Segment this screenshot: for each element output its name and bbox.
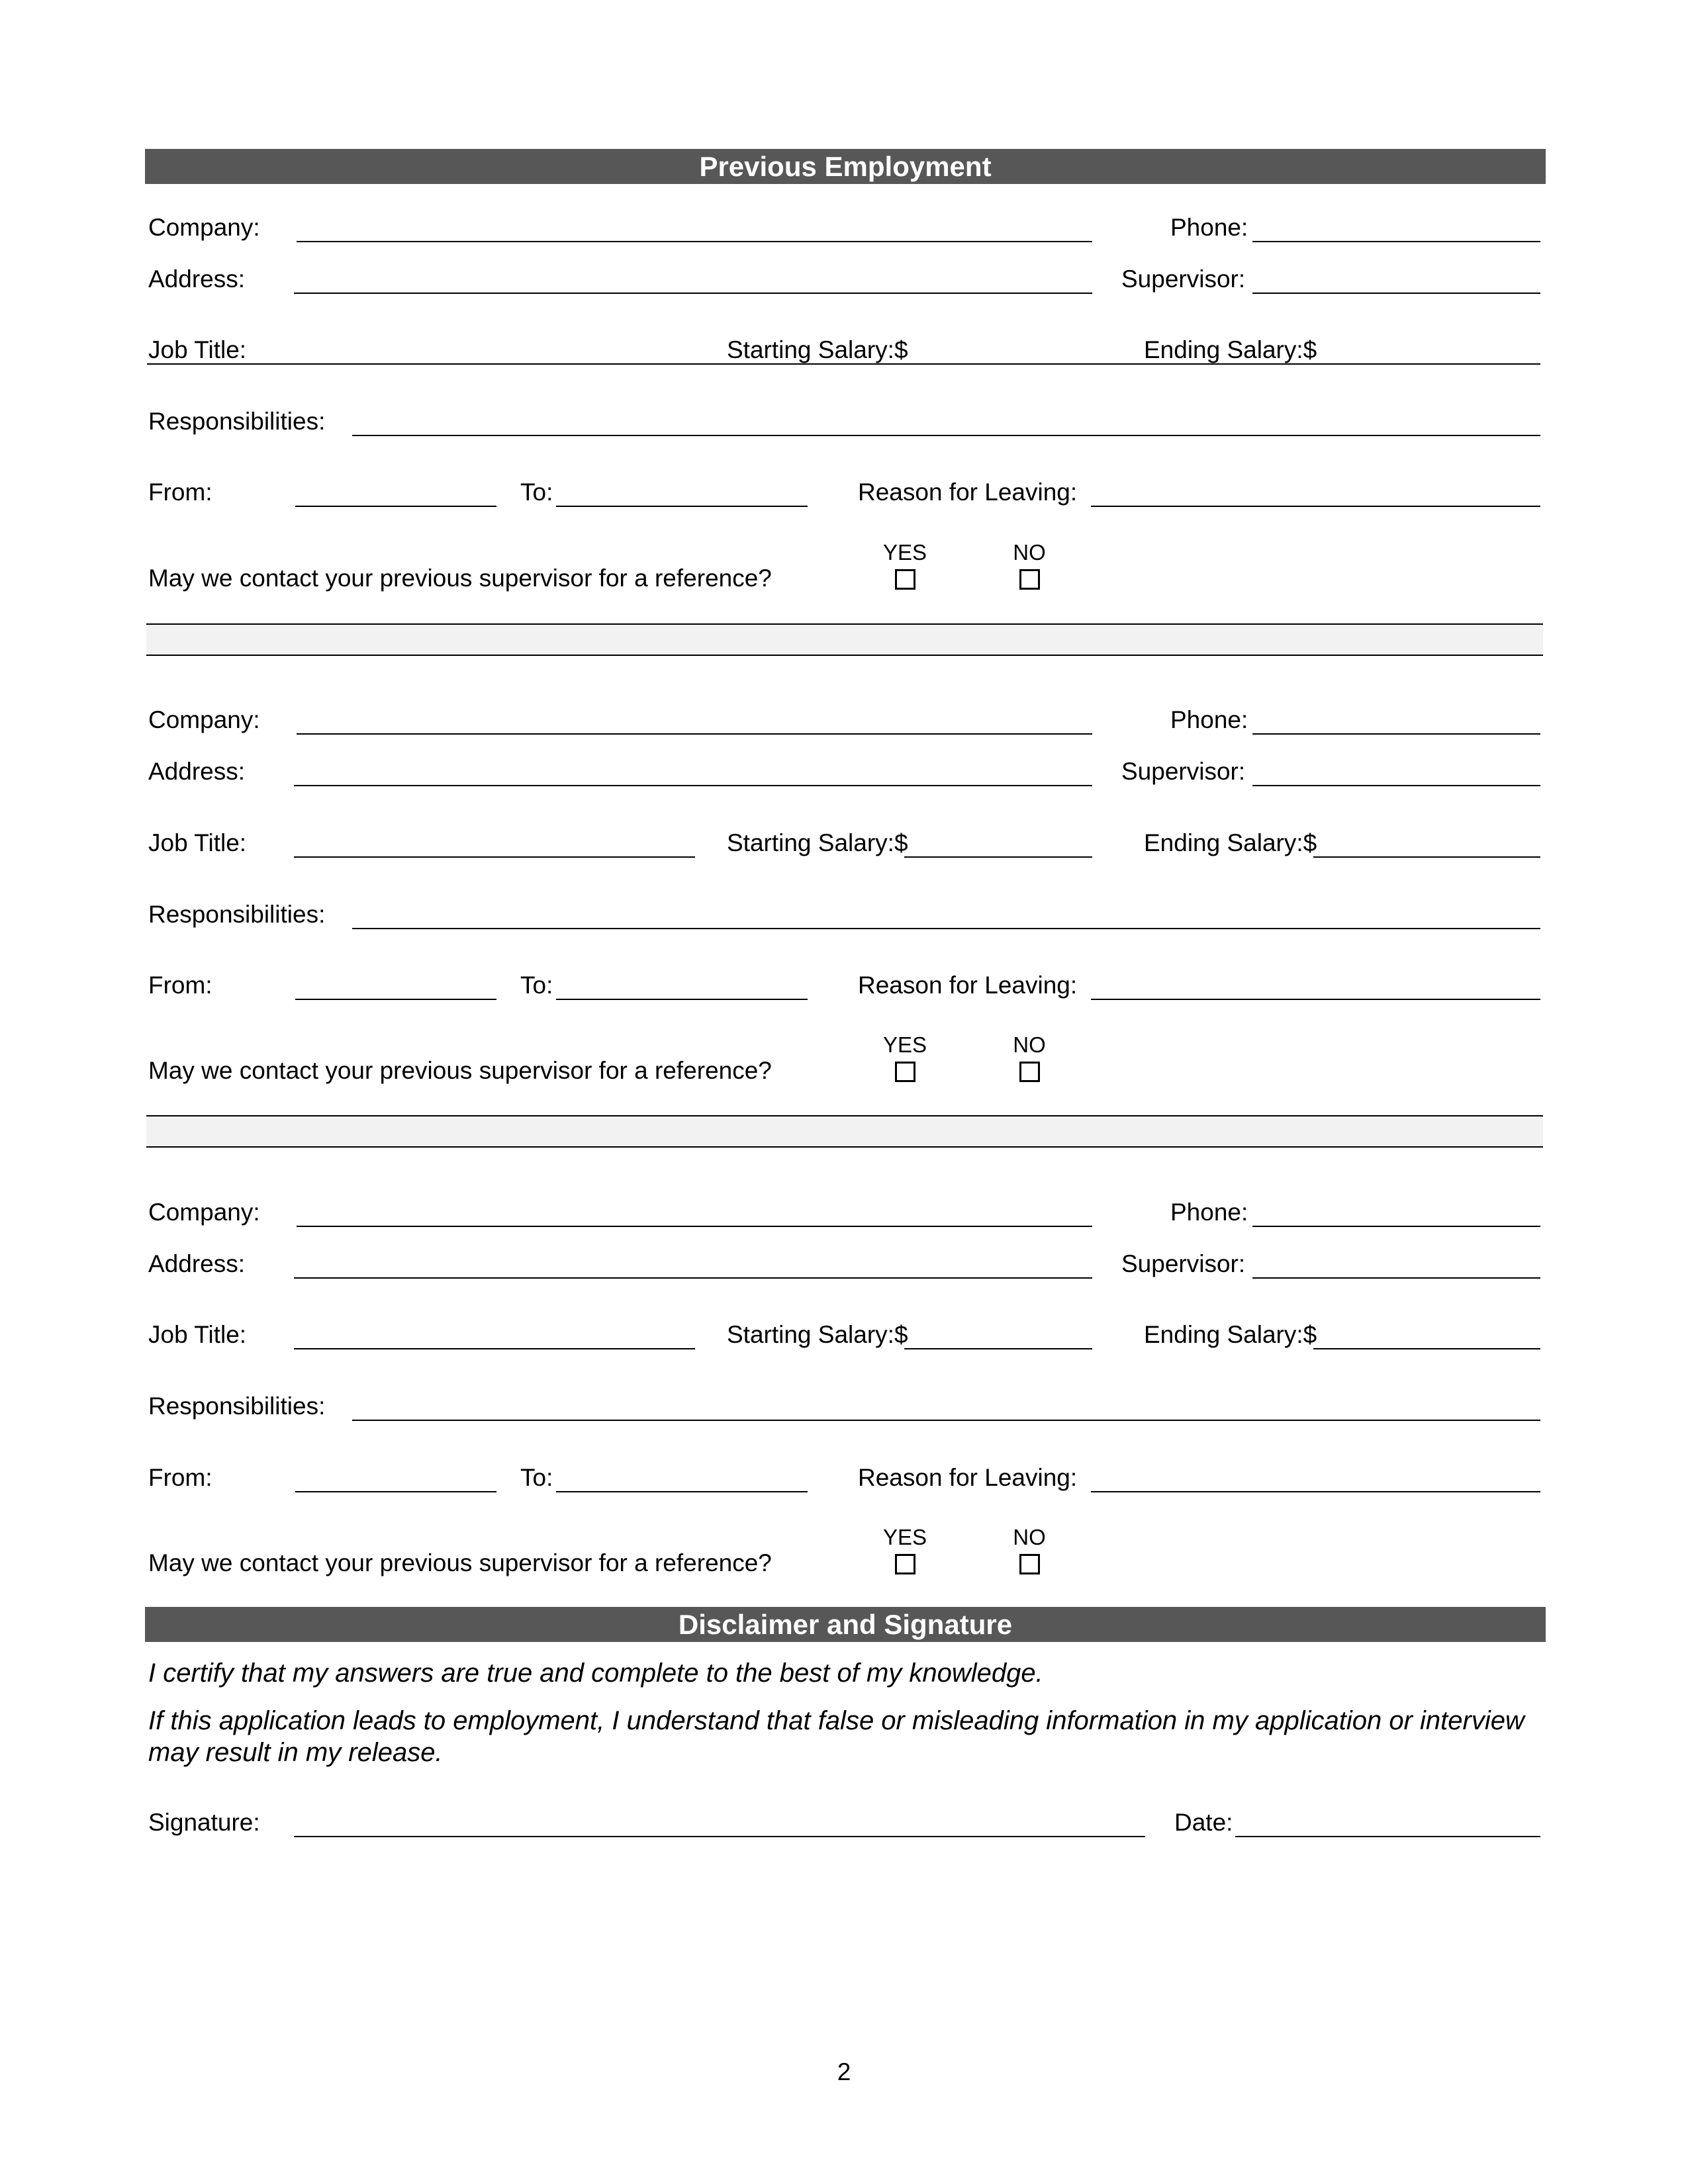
page-number: 2	[837, 2058, 851, 2085]
no-label: NO	[1013, 1525, 1046, 1549]
company-field[interactable]	[297, 733, 1092, 735]
signature-label: Signature:	[148, 1809, 260, 1836]
company-label: Company:	[148, 706, 260, 733]
supervisor-field[interactable]	[1252, 785, 1540, 786]
reason-field[interactable]	[1091, 506, 1540, 507]
yes-label: YES	[882, 1032, 927, 1057]
phone-field[interactable]	[1252, 1226, 1540, 1227]
company-label: Company:	[148, 1199, 260, 1226]
phone-label: Phone:	[1170, 1199, 1248, 1226]
no-label: NO	[1013, 540, 1046, 565]
yes-checkbox[interactable]	[895, 1554, 915, 1574]
phone-label: Phone:	[1170, 706, 1248, 733]
job-salary-field[interactable]	[147, 363, 1540, 365]
section-header-previous-employment: Previous Employment	[145, 149, 1546, 184]
phone-label: Phone:	[1170, 214, 1248, 241]
job-title-field[interactable]	[294, 856, 695, 858]
no-checkbox[interactable]	[1019, 1062, 1040, 1082]
company-field[interactable]	[297, 1226, 1092, 1227]
certify-statement: I certify that my answers are true and complete to the best of my knowledge.	[148, 1659, 1043, 1688]
supervisor-field[interactable]	[1252, 293, 1540, 294]
no-checkbox[interactable]	[1019, 1554, 1040, 1574]
starting-salary-label: Starting Salary:$	[727, 1321, 908, 1348]
reason-field[interactable]	[1091, 1491, 1540, 1492]
ending-salary-field[interactable]	[1313, 856, 1540, 858]
from-field[interactable]	[295, 999, 496, 1000]
company-label: Company:	[148, 214, 260, 241]
to-label: To:	[520, 478, 553, 506]
address-label: Address:	[148, 1250, 246, 1277]
starting-salary-field[interactable]	[904, 856, 1092, 858]
no-label: NO	[1013, 1032, 1046, 1057]
no-checkbox[interactable]	[1019, 569, 1040, 590]
yes-checkbox[interactable]	[895, 569, 915, 590]
section-separator-band	[146, 624, 1543, 655]
responsibilities-label: Responsibilities:	[148, 901, 326, 928]
starting-salary-label: Starting Salary:$	[727, 829, 908, 856]
supervisor-label: Supervisor:	[1121, 758, 1246, 785]
address-field[interactable]	[294, 293, 1092, 294]
ending-salary-label: Ending Salary:$	[1144, 829, 1317, 856]
from-field[interactable]	[295, 506, 496, 507]
yes-checkbox[interactable]	[895, 1062, 915, 1082]
responsibilities-field[interactable]	[352, 435, 1540, 436]
job-title-label: Job Title:	[148, 336, 247, 363]
from-label: From:	[148, 972, 212, 999]
reason-label: Reason for Leaving:	[858, 478, 1078, 506]
responsibilities-label: Responsibilities:	[148, 1392, 326, 1420]
reason-label: Reason for Leaving:	[858, 972, 1078, 999]
separator-line	[146, 1115, 1543, 1116]
section-header-disclaimer: Disclaimer and Signature	[145, 1607, 1546, 1642]
to-label: To:	[520, 1464, 553, 1491]
job-title-field[interactable]	[294, 1348, 695, 1349]
to-field[interactable]	[556, 1491, 808, 1492]
release-statement: If this application leads to employment, I understand that false or misleading information in my application or interview may result in my release.	[148, 1706, 1524, 1767]
job-title-label: Job Title:	[148, 1321, 247, 1348]
supervisor-label: Supervisor:	[1121, 1250, 1246, 1277]
ending-salary-label: Ending Salary:$	[1144, 1321, 1317, 1348]
contact-question: May we contact your previous supervisor for a reference?	[148, 565, 772, 592]
yes-label: YES	[882, 1525, 927, 1549]
address-field[interactable]	[294, 1277, 1092, 1279]
starting-salary-field[interactable]	[904, 1348, 1092, 1349]
address-label: Address:	[148, 758, 246, 785]
company-field[interactable]	[297, 241, 1092, 242]
contact-question: May we contact your previous supervisor for a reference?	[148, 1057, 772, 1084]
address-field[interactable]	[294, 785, 1092, 786]
from-field[interactable]	[295, 1491, 496, 1492]
from-label: From:	[148, 1464, 212, 1491]
starting-salary-label: Starting Salary:$	[727, 336, 908, 363]
date-label: Date:	[1174, 1809, 1233, 1836]
section-separator-band	[146, 1116, 1543, 1146]
phone-field[interactable]	[1252, 241, 1540, 242]
yes-label: YES	[882, 540, 927, 565]
supervisor-label: Supervisor:	[1121, 265, 1246, 293]
responsibilities-field[interactable]	[352, 928, 1540, 929]
reason-field[interactable]	[1091, 999, 1540, 1000]
to-label: To:	[520, 972, 553, 999]
separator-line	[146, 1146, 1543, 1148]
date-field[interactable]	[1235, 1836, 1540, 1837]
from-label: From:	[148, 478, 212, 506]
supervisor-field[interactable]	[1252, 1277, 1540, 1279]
separator-line	[146, 655, 1543, 656]
contact-question: May we contact your previous supervisor for a reference?	[148, 1549, 772, 1576]
separator-line	[146, 623, 1543, 625]
to-field[interactable]	[556, 506, 808, 507]
to-field[interactable]	[556, 999, 808, 1000]
address-label: Address:	[148, 265, 246, 293]
responsibilities-label: Responsibilities:	[148, 408, 326, 435]
ending-salary-field[interactable]	[1313, 1348, 1540, 1349]
signature-field[interactable]	[294, 1836, 1145, 1837]
ending-salary-label: Ending Salary:$	[1144, 336, 1317, 363]
responsibilities-field[interactable]	[352, 1420, 1540, 1421]
job-title-label: Job Title:	[148, 829, 247, 856]
reason-label: Reason for Leaving:	[858, 1464, 1078, 1491]
phone-field[interactable]	[1252, 733, 1540, 735]
